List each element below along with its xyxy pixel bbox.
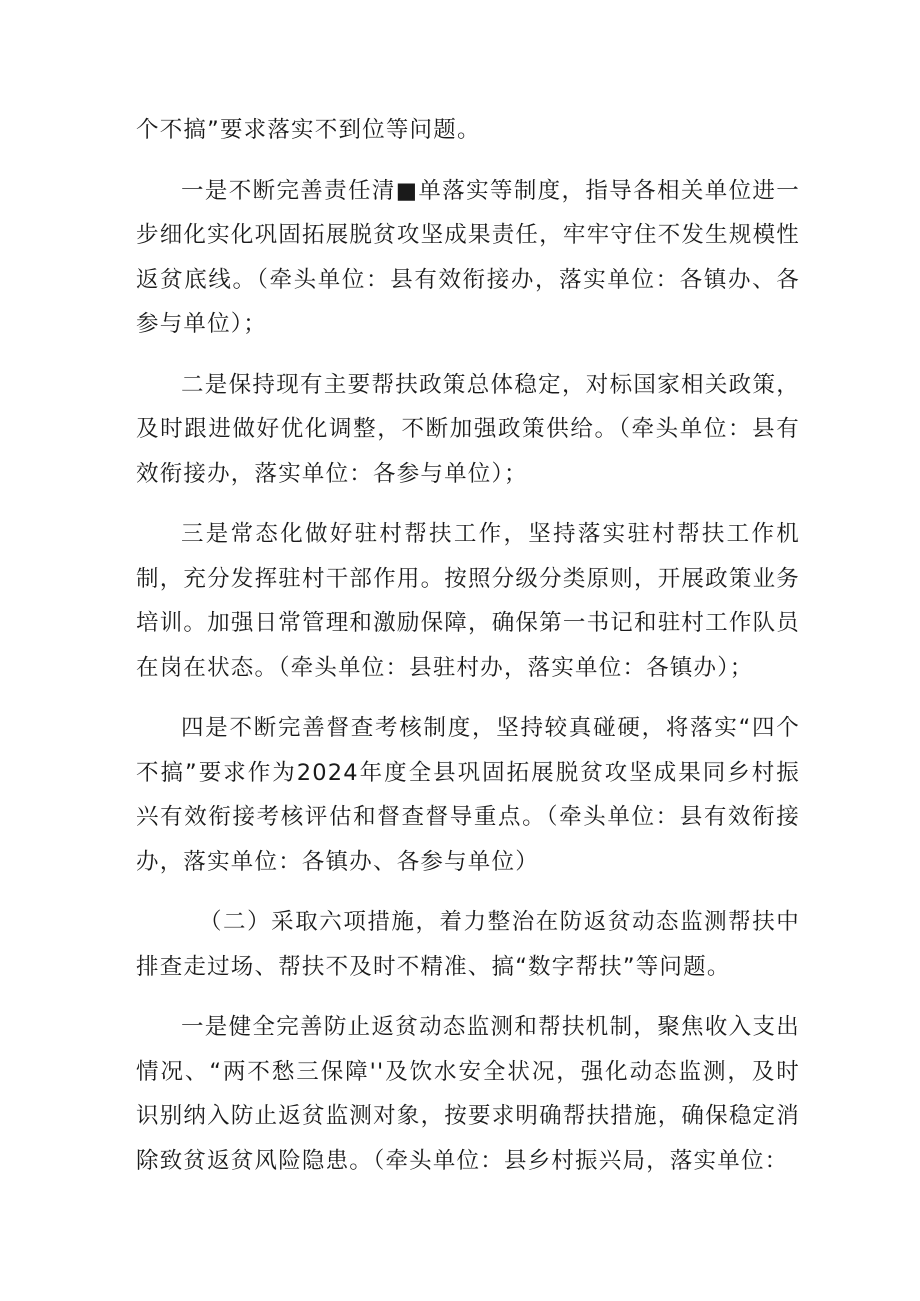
section-heading-2: （二）采取六项措施，着力整治在防返贫动态监测帮扶中排查走过场、帮扶不及时不精准、搞“数字帮扶”等问题。 xyxy=(136,909,800,980)
paragraph-measure-5: 一是健全完善防止返贫动态监测和帮扶机制，聚焦收入支出情况、“两不愁三保障''及饮水安全状况，强化动态监测，及时识别纳入防止返贫监测对象，按要求明确帮扶措施，确保稳定消除致贫返贫风险隐患。（牵头单位：县乡村振兴局，落实单位： xyxy=(136,1014,800,1174)
paragraph-measure-1: 一是不断完善责任清■单落实等制度，指导各相关单位进一步细化实化巩固拓展脱贫攻坚成果责任，牢牢守住不发生规模性返贫底线。（牵头单位：县有效衔接办，落实单位：各镇办、各参与单位）； xyxy=(136,177,800,337)
paragraph-measure-4: 四是不断完善督查考核制度，坚持较真碰硬，将落实“四个不搞”要求作为2024年度全县巩固拓展脱贫攻坚成果同乡村振兴有效衔接考核评估和督查督导重点。（牵头单位：县有效衔接办，落实单位：各镇办、各参与单位） xyxy=(136,715,800,875)
paragraph-continuation: 个不搞”要求落实不到位等问题。 xyxy=(136,117,481,143)
document-body xyxy=(136,108,800,1199)
paragraph-measure-2: 二是保持现有主要帮扶政策总体稳定，对标国家相关政策，及时跟进做好优化调整，不断加强政策供给。（牵头单位：县有效衔接办，落实单位：各参与单位）； xyxy=(136,371,800,487)
paragraph-measure-3: 三是常态化做好驻村帮扶工作，坚持落实驻村帮扶工作机制，充分发挥驻村干部作用。按照分级分类原则，开展政策业务培训。加强日常管理和激励保障，确保第一书记和驻村工作队员在岗在状态。（牵头单位：县驻村办，落实单位：各镇办）； xyxy=(136,521,800,681)
